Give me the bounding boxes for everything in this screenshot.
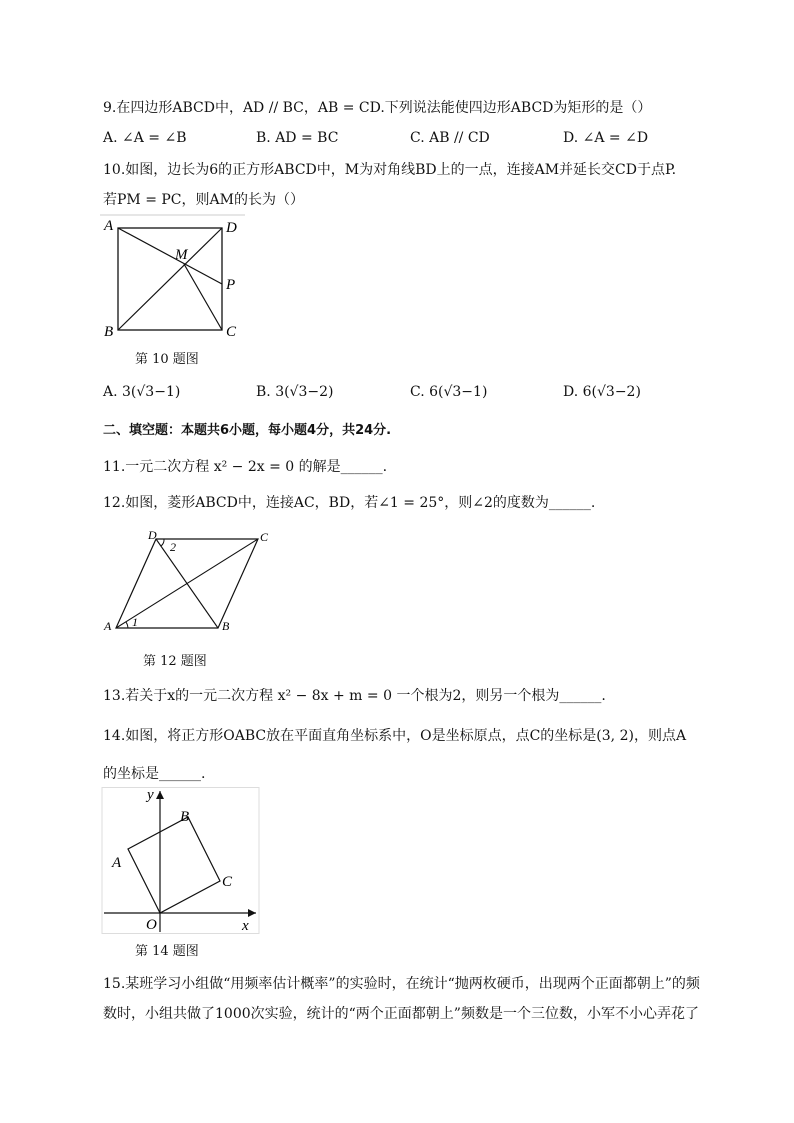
q14-caption: 第 14 题图 [135,944,199,959]
label-angle-2: 2 [170,540,176,554]
q10-figure [100,212,250,342]
label-m: M [175,247,188,263]
diagonal-bd [118,228,222,330]
q14-stem-line2: 的坐标是______. [103,766,206,782]
label-b: B [222,619,230,633]
q10-option-d: D. 6(√3−2) [563,384,641,400]
label-a: A [104,218,114,234]
q9-option-d: D. ∠A = ∠D [563,130,649,146]
q10-stem-line2: 若PM = PC，则AM的长为（） [103,192,304,208]
q9-option-c: C. AB // CD [410,130,490,146]
segment-ap [118,228,222,284]
label-y: y [147,787,154,803]
q15-line1: 15.某班学习小组做“用频率估计概率”的实验时，在统计“抛两枚硬币，出现两个正面都朝上”的频 [103,976,700,992]
label-o: O [146,917,157,933]
label-angle-1: 1 [132,615,138,629]
q10-stem-line1: 10.如图，边长为6的正方形ABCD中，M为对角线BD上的一点，连接AM并延长交CD于点P. [103,162,677,178]
label-d: D [148,528,157,542]
q9-option-a: A. ∠A = ∠B [103,130,187,146]
q13-stem: 13.若关于x的一元二次方程 x² − 8x + m = 0 一个根为2，则另一个根为______. [103,688,606,704]
q11-stem: 11.一元二次方程 x² − 2x = 0 的解是______. [103,459,388,475]
q10-caption: 第 10 题图 [135,352,199,367]
q10-option-b: B. 3(√3−2) [256,384,334,400]
q9-stem [103,98,651,118]
q12-caption: 第 12 题图 [143,654,207,669]
diagonal-bd [156,539,218,628]
label-p: P [226,277,236,293]
q9-option-b: B. AD = BC [256,130,339,146]
label-a: A [104,619,112,633]
q12-stem: 12.如图，菱形ABCD中，连接AC，BD，若∠1 = 25°，则∠2的度数为______. [103,495,596,511]
label-b: B [180,809,190,825]
label-b: B [104,324,114,340]
label-c: C [260,530,269,544]
q14-figure [100,787,262,937]
label-c: C [226,324,237,340]
label-d: D [226,220,237,236]
square-oabc [128,817,220,913]
q10-option-a: A. 3(√3−1) [103,384,181,400]
section-2-title: 二、填空题：本题共6小题，每小题4分，共24分. [103,423,392,438]
q9-stem-text: 9.在四边形ABCD中，AD // BC，AB = CD.下列说法能使四边形ABCD为矩形的是（） [103,100,652,116]
q10-option-c: C. 6(√3−1) [410,384,488,400]
q14-stem-line1: 14.如图，将正方形OABC放在平面直角坐标系中，O是坐标原点，点C的坐标是(3, 2)，则点A [103,728,687,744]
label-a: A [112,855,122,871]
label-x: x [242,918,249,934]
label-c: C [222,874,233,890]
q12-figure [100,527,275,637]
q15-line2: 数时，小组共做了1000次实验，统计的“两个正面都朝上”频数是一个三位数，小军不小心弄花了 [103,1006,699,1022]
